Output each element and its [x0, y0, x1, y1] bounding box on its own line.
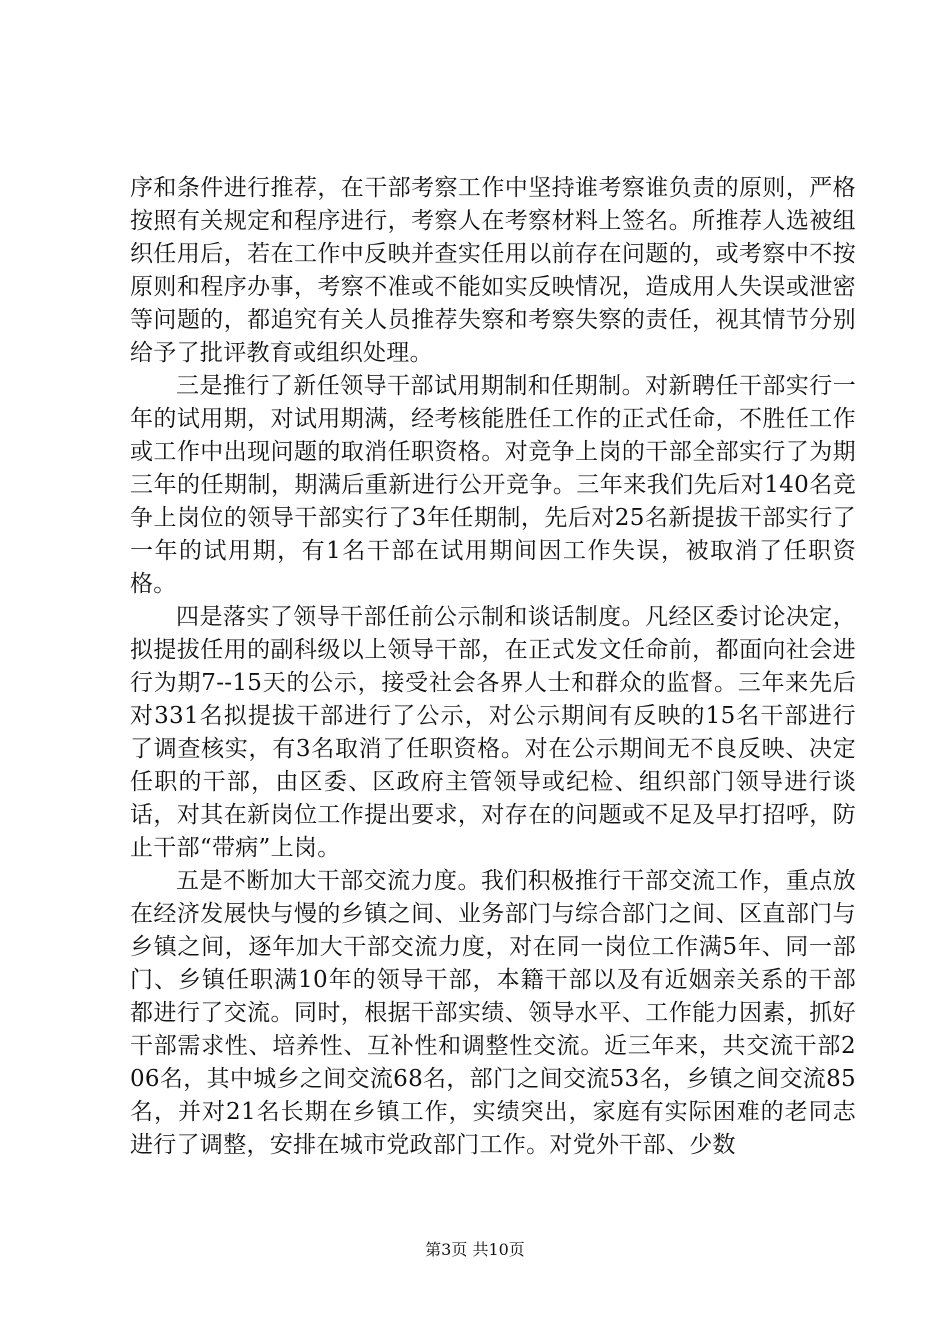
- page-number-footer: 第3页 共10页: [425, 1240, 525, 1259]
- paragraph-item-four: 四是落实了领导干部任前公示制和谈话制度。凡经区委讨论决定，拟提拔任用的副科级以上领导干部，在正式发文任命前，都面向社会进行为期7--15天的公示，接受社会各界人士和群众的监督。三年来先后对331名拟提拔干部进行了公示，对公示期间有反映的15名干部进行了调查核实，有3名取消了任职资格。对在公示期间无不良反映、决定任职的干部，由区委、区政府主管领导或纪检、组织部门领导进行谈话，对其在新岗位工作提出要求，对存在的问题或不足及早打招呼，防止干部“带病”上岗。: [130, 604, 856, 861]
- document-body: [130, 172, 856, 1162]
- paragraph-continuation: 序和条件进行推荐，在干部考察工作中坚持谁考察谁负责的原则，严格按照有关规定和程序进行，考察人在考察材料上签名。所推荐人选被组织任用后，若在工作中反映并查实任用以前存在问题的，或考察中不按原则和程序办事，考察不准或不能如实反映情况，造成用人失误或泄密等问题的，都追究有关人员推荐失察和考察失察的责任，视其情节分别给予了批评教育或组织处理。: [130, 175, 856, 366]
- paragraph-item-three: 三是推行了新任领导干部试用期制和任期制。对新聘任干部实行一年的试用期，对试用期满，经考核能胜任工作的正式任命，不胜任工作或工作中出现问题的取消任职资格。对竞争上岗的干部全部实行了为期三年的任期制，期满后重新进行公开竞争。三年来我们先后对140名竞争上岗位的领导干部实行了3年任期制，先后对25名新提拔干部实行了一年的试用期，有1名干部在试用期间因工作失误，被取消了任职资格。: [130, 373, 856, 597]
- paragraph-item-five: 五是不断加大干部交流力度。我们积极推行干部交流工作，重点放在经济发展快与慢的乡镇之间、业务部门与综合部门之间、区直部门与乡镇之间，逐年加大干部交流力度，对在同一岗位工作满5年、同一部门、乡镇任职满10年的领导干部，本籍干部以及有近姻亲关系的干部都进行了交流。同时，根据干部实绩、领导水平、工作能力因素，抓好干部需求性、培养性、互补性和调整性交流。近三年来，共交流干部206名，其中城乡之间交流68名，部门之间交流53名，乡镇之间交流85名，并对21名长期在乡镇工作，实绩突出，家庭有实际困难的老同志进行了调整，安排在城市党政部门工作。对党外干部、少数: [130, 868, 856, 1158]
